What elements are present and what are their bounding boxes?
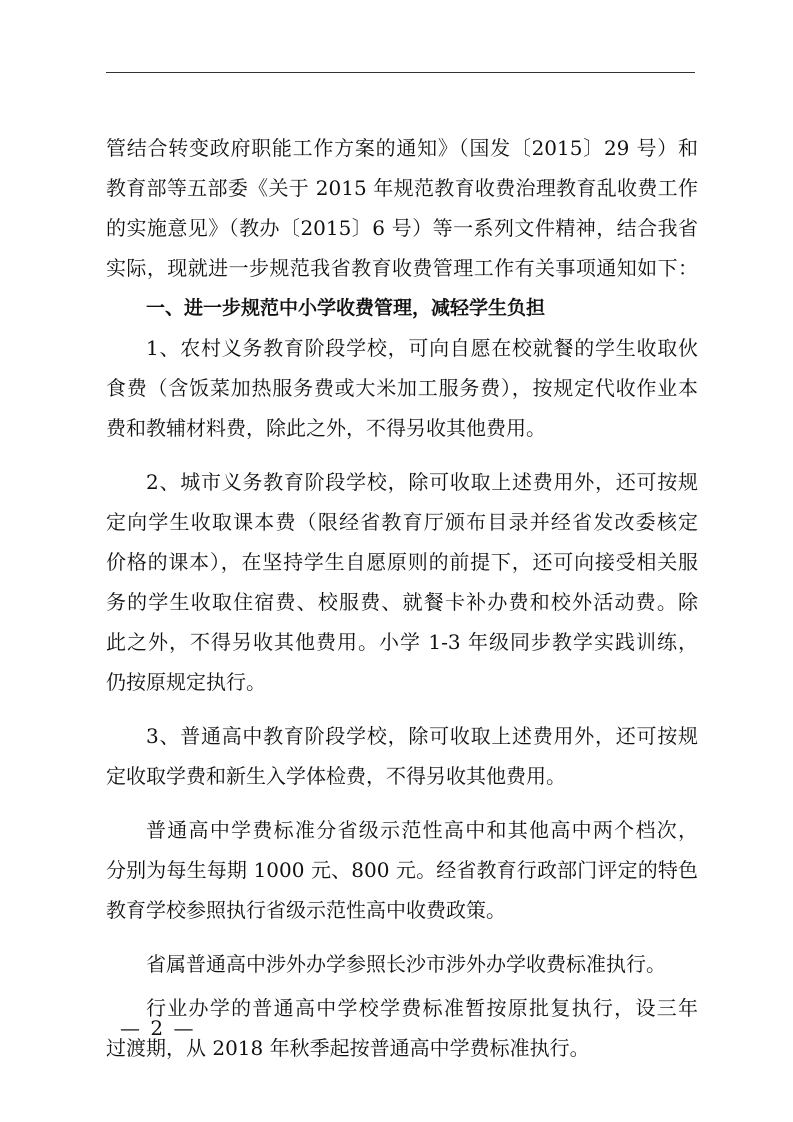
- item1-line: 1、农村义务教育阶段学校，可向自愿在校就餐的学生收取伙: [146, 336, 698, 360]
- tuition-line: 教育学校参照执行省级示范性高中收费政策。: [106, 898, 506, 922]
- body-line: 管结合转变政府职能工作方案的通知》（国发〔2015〕29 号）和: [106, 136, 698, 160]
- item2-line: 价格的课本），在坚持学生自愿原则的前提下，还可向接受相关服: [106, 550, 698, 574]
- item1-line: 食费（含饭菜加热服务费或大米加工服务费），按规定代收作业本: [106, 376, 698, 400]
- page-number: — 2 —: [120, 1016, 196, 1040]
- foreign-line: 省属普通高中涉外办学参照长沙市涉外办学收费标准执行。: [146, 952, 666, 976]
- item2-line: 此之外，不得另收其他费用。小学 1-3 年级同步教学实践训练，: [106, 630, 698, 654]
- industry-line: 过渡期，从 2018 年秋季起按普通高中学费标准执行。: [106, 1036, 590, 1060]
- section-heading: 一、进一步规范中小学收费管理，减轻学生负担: [146, 297, 546, 319]
- tuition-line: 分别为每生每期 1000 元、800 元。经省教育行政部门评定的特色: [106, 858, 698, 882]
- tuition-line: 普通高中学费标准分省级示范性高中和其他高中两个档次，: [146, 818, 698, 842]
- item2-line: 仍按原规定执行。: [106, 670, 266, 694]
- item2-line: 2、城市义务教育阶段学校，除可收取上述费用外，还可按规: [146, 470, 698, 494]
- header-rule: [106, 72, 695, 73]
- body-line: 的实施意见》（教办〔2015〕6 号）等一系列文件精神，结合我省: [106, 216, 698, 240]
- item3-line: 定收取学费和新生入学体检费，不得另收其他费用。: [106, 764, 566, 788]
- body-line: 实际，现就进一步规范我省教育收费管理工作有关事项通知如下：: [106, 256, 698, 280]
- item1-line: 费和教辅材料费，除此之外，不得另收其他费用。: [106, 416, 546, 440]
- item2-line: 务的学生收取住宿费、校服费、就餐卡补办费和校外活动费。除: [106, 590, 698, 614]
- body-line: 教育部等五部委《关于 2015 年规范教育收费治理教育乱收费工作: [106, 176, 698, 200]
- industry-line: 行业办学的普通高中学校学费标准暂按原批复执行，设三年: [146, 996, 698, 1020]
- document-body: [106, 128, 698, 1068]
- item2-line: 定向学生收取课本费（限经省教育厅颁布目录并经省发改委核定: [106, 510, 698, 534]
- item3-line: 3、普通高中教育阶段学校，除可收取上述费用外，还可按规: [146, 724, 698, 748]
